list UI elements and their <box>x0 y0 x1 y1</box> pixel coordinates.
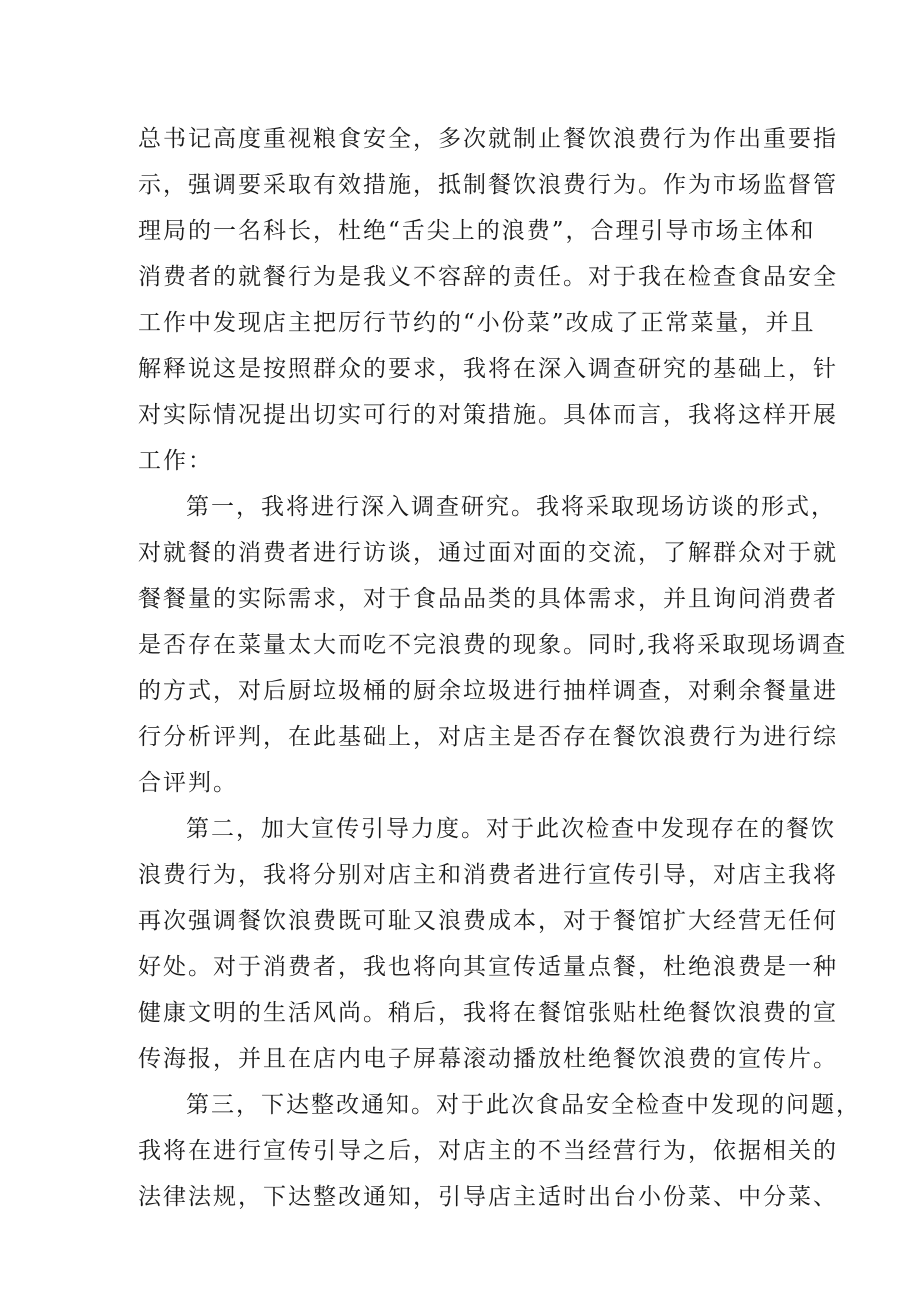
text-line: 再次强调餐饮浪费既可耻又浪费成本，对于餐馆扩大经营无任何 <box>138 908 838 934</box>
text-line: 传海报，并且在店内电子屏幕滚动播放杜绝餐饮浪费的宣传片。 <box>138 1046 838 1072</box>
paragraph-second <box>138 806 838 1082</box>
text-line: 对就餐的消费者进行访谈，通过面对面的交流，了解群众对于就 <box>138 540 838 566</box>
text-line: 的方式，对后厨垃圾桶的厨余垃圾进行抽样调查，对剩余餐量进 <box>138 678 838 704</box>
text-line: 第一，我将进行深入调查研究。我将采取现场访谈的形式， <box>186 494 836 520</box>
text-line: 好处。对于消费者，我也将向其宣传适量点餐，杜绝浪费是一种 <box>138 954 838 980</box>
text-line: 法律法规，下达整改通知，引导店主适时出台小份菜、中分菜、 <box>138 1184 838 1210</box>
text-line: 合评判。 <box>138 770 238 796</box>
text-line: 行分析评判，在此基础上，对店主是否存在餐饮浪费行为进行综 <box>138 724 838 750</box>
text-line: 工作中发现店主把厉行节约的“小份菜”改成了正常菜量，并且 <box>138 310 816 336</box>
text-line: 第三，下达整改通知。对于此次食品安全检查中发现的问题， <box>186 1092 861 1118</box>
text-line: 健康文明的生活风尚。稍后，我将在餐馆张贴杜绝餐饮浪费的宣 <box>138 1000 838 1026</box>
text-line: 消费者的就餐行为是我义不容辞的责任。对于我在检查食品安全 <box>138 264 838 290</box>
paragraph-intro <box>138 116 838 484</box>
document-body <box>138 116 861 1220</box>
paragraph-first <box>138 484 848 806</box>
text-line: 我将在进行宣传引导之后，对店主的不当经营行为，依据相关的 <box>138 1138 838 1164</box>
text-line: 工作： <box>138 448 213 474</box>
text-line: 浪费行为，我将分别对店主和消费者进行宣传引导，对店主我将 <box>138 862 838 888</box>
paragraph-third <box>138 1082 861 1220</box>
text-line: 理局的一名科长，杜绝“舌尖上的浪费”，合理引导市场主体和 <box>138 218 816 244</box>
text-line: 对实际情况提出切实可行的对策措施。具体而言，我将这样开展 <box>138 402 838 428</box>
text-line: 解释说这是按照群众的要求，我将在深入调查研究的基础上，针 <box>138 356 838 382</box>
text-line: 总书记高度重视粮食安全，多次就制止餐饮浪费行为作出重要指 <box>138 126 838 152</box>
text-line: 第二，加大宣传引导力度。对于此次检查中发现存在的餐饮 <box>186 816 836 842</box>
text-line: 示，强调要采取有效措施，抵制餐饮浪费行为。作为市场监督管 <box>138 172 838 198</box>
text-line: 是否存在菜量太大而吃不完浪费的现象。同时,我将采取现场调查 <box>138 632 848 658</box>
text-line: 餐餐量的实际需求，对于食品品类的具体需求，并且询问消费者 <box>138 586 838 612</box>
